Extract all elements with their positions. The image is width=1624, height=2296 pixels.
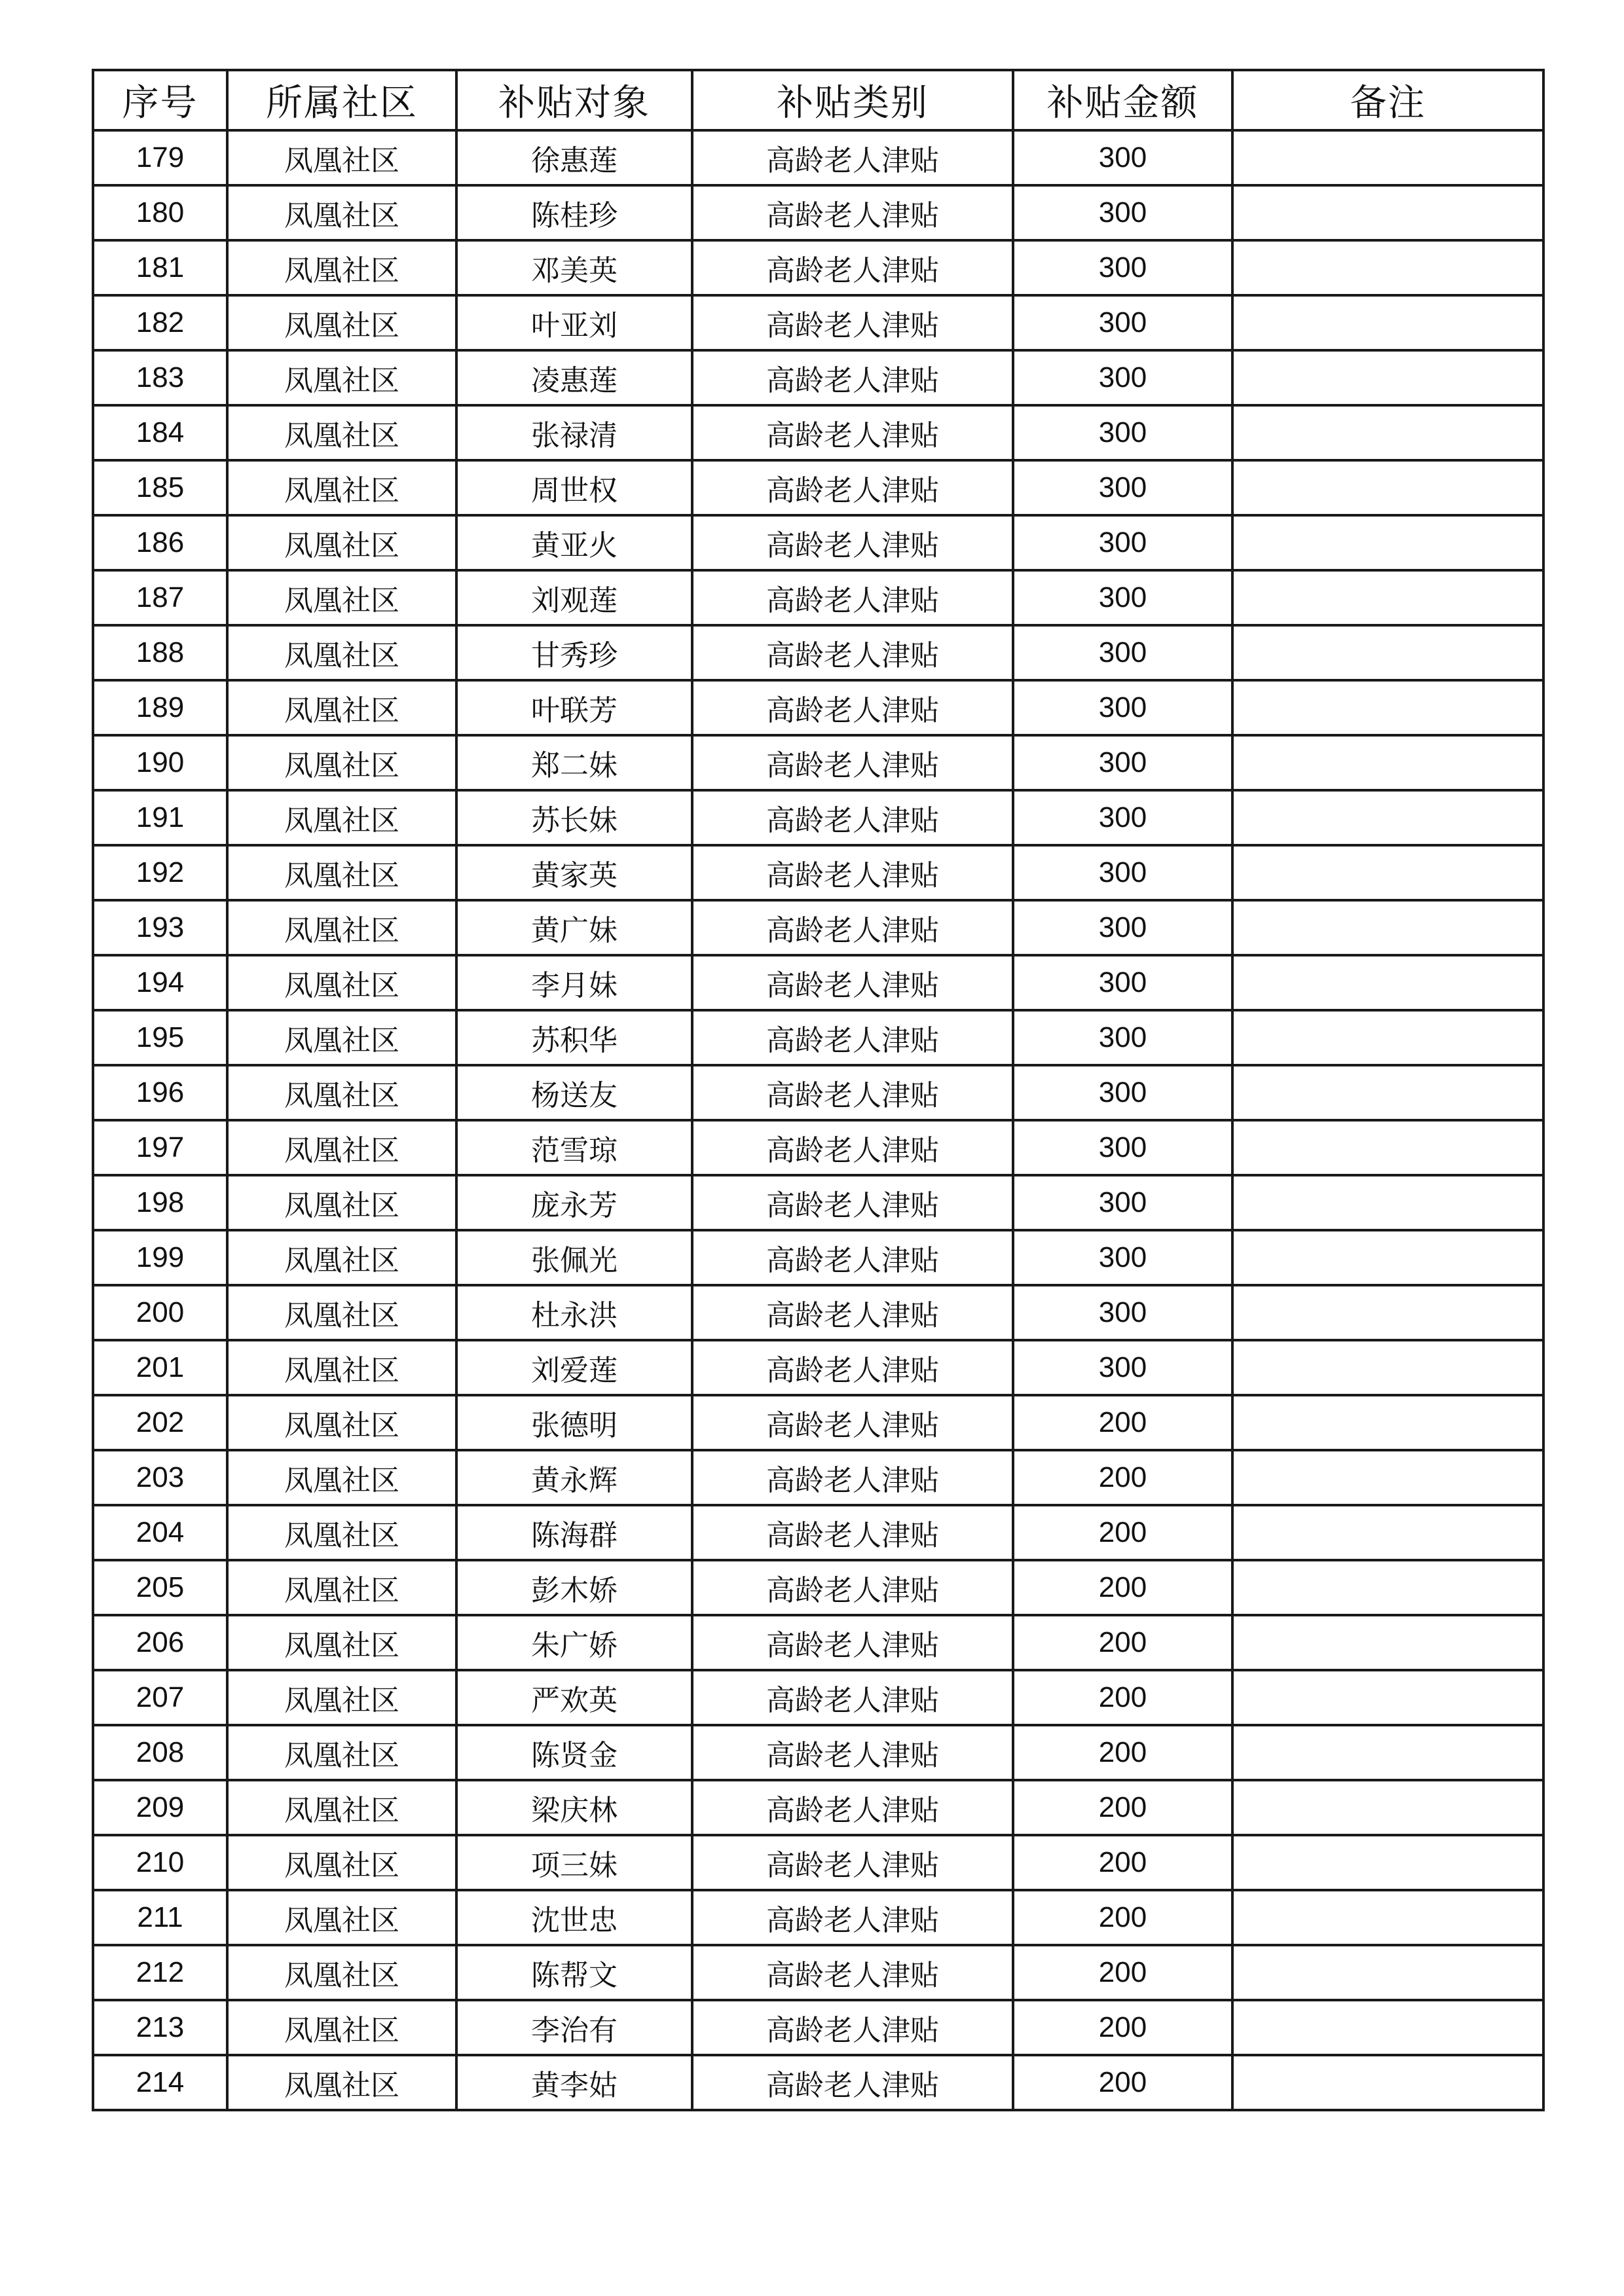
cell-recipient: 陈帮文	[456, 1945, 692, 2000]
cell-remarks	[1232, 240, 1543, 295]
cell-remarks	[1232, 790, 1543, 845]
cell-remarks	[1232, 1835, 1543, 1890]
table-row	[93, 1120, 1543, 1175]
cell-remarks	[1232, 185, 1543, 240]
cell-community: 凤凰社区	[227, 570, 456, 625]
cell-recipient: 黄亚火	[456, 515, 692, 570]
cell-remarks	[1232, 130, 1543, 185]
cell-serial-number: 202	[93, 1395, 227, 1450]
table-row	[93, 1505, 1543, 1560]
cell-remarks	[1232, 1120, 1543, 1175]
table-row	[93, 1010, 1543, 1065]
cell-subsidy-type: 高龄老人津贴	[692, 2000, 1013, 2055]
cell-serial-number: 183	[93, 350, 227, 405]
cell-recipient: 张佩光	[456, 1230, 692, 1285]
cell-subsidy-amount: 300	[1013, 350, 1232, 405]
cell-community: 凤凰社区	[227, 185, 456, 240]
cell-subsidy-type: 高龄老人津贴	[692, 1285, 1013, 1340]
cell-remarks	[1232, 405, 1543, 460]
table-row	[93, 1065, 1543, 1120]
cell-serial-number: 190	[93, 735, 227, 790]
cell-subsidy-type: 高龄老人津贴	[692, 900, 1013, 955]
cell-subsidy-type: 高龄老人津贴	[692, 1725, 1013, 1780]
cell-serial-number: 198	[93, 1175, 227, 1230]
cell-recipient: 黄永辉	[456, 1450, 692, 1505]
cell-subsidy-amount: 300	[1013, 735, 1232, 790]
cell-remarks	[1232, 570, 1543, 625]
cell-subsidy-type: 高龄老人津贴	[692, 1890, 1013, 1945]
cell-subsidy-amount: 200	[1013, 1945, 1232, 2000]
cell-subsidy-type: 高龄老人津贴	[692, 2055, 1013, 2110]
cell-subsidy-type: 高龄老人津贴	[692, 1505, 1013, 1560]
table-row	[93, 185, 1543, 240]
cell-recipient: 杜永洪	[456, 1285, 692, 1340]
table-row	[93, 955, 1543, 1010]
cell-recipient: 黄李姑	[456, 2055, 692, 2110]
cell-remarks	[1232, 1340, 1543, 1395]
cell-recipient: 甘秀珍	[456, 625, 692, 680]
cell-recipient: 陈桂珍	[456, 185, 692, 240]
cell-serial-number: 211	[93, 1890, 227, 1945]
cell-serial-number: 179	[93, 130, 227, 185]
cell-subsidy-amount: 300	[1013, 845, 1232, 900]
cell-subsidy-type: 高龄老人津贴	[692, 295, 1013, 350]
cell-recipient: 陈贤金	[456, 1725, 692, 1780]
cell-community: 凤凰社区	[227, 1230, 456, 1285]
cell-subsidy-amount: 300	[1013, 1120, 1232, 1175]
cell-recipient: 沈世忠	[456, 1890, 692, 1945]
table-row	[93, 625, 1543, 680]
cell-subsidy-amount: 300	[1013, 130, 1232, 185]
table-row	[93, 1230, 1543, 1285]
cell-serial-number: 199	[93, 1230, 227, 1285]
cell-recipient: 苏长妹	[456, 790, 692, 845]
cell-subsidy-type: 高龄老人津贴	[692, 570, 1013, 625]
cell-remarks	[1232, 1615, 1543, 1670]
cell-subsidy-type: 高龄老人津贴	[692, 1450, 1013, 1505]
cell-community: 凤凰社区	[227, 1175, 456, 1230]
cell-subsidy-amount: 300	[1013, 1285, 1232, 1340]
table-row	[93, 1780, 1543, 1835]
cell-serial-number: 195	[93, 1010, 227, 1065]
cell-subsidy-type: 高龄老人津贴	[692, 130, 1013, 185]
cell-subsidy-amount: 300	[1013, 295, 1232, 350]
cell-serial-number: 204	[93, 1505, 227, 1560]
table-row	[93, 295, 1543, 350]
cell-recipient: 凌惠莲	[456, 350, 692, 405]
cell-community: 凤凰社区	[227, 1890, 456, 1945]
cell-remarks	[1232, 900, 1543, 955]
table-row	[93, 130, 1543, 185]
cell-recipient: 叶联芳	[456, 680, 692, 735]
table-row	[93, 790, 1543, 845]
header-community: 所属社区	[227, 70, 456, 130]
cell-serial-number: 203	[93, 1450, 227, 1505]
table-row	[93, 1670, 1543, 1725]
cell-recipient: 项三妹	[456, 1835, 692, 1890]
table-row	[93, 1395, 1543, 1450]
cell-subsidy-amount: 300	[1013, 1230, 1232, 1285]
cell-remarks	[1232, 350, 1543, 405]
cell-subsidy-amount: 200	[1013, 2055, 1232, 2110]
cell-remarks	[1232, 295, 1543, 350]
cell-subsidy-type: 高龄老人津贴	[692, 1395, 1013, 1450]
cell-community: 凤凰社区	[227, 1615, 456, 1670]
cell-community: 凤凰社区	[227, 1395, 456, 1450]
cell-community: 凤凰社区	[227, 790, 456, 845]
cell-subsidy-type: 高龄老人津贴	[692, 1835, 1013, 1890]
cell-remarks	[1232, 1945, 1543, 2000]
cell-subsidy-amount: 200	[1013, 1890, 1232, 1945]
table-row	[93, 2000, 1543, 2055]
cell-serial-number: 186	[93, 515, 227, 570]
table-body	[93, 130, 1543, 2110]
table-header	[93, 70, 1543, 130]
cell-subsidy-type: 高龄老人津贴	[692, 1120, 1013, 1175]
cell-subsidy-amount: 200	[1013, 1450, 1232, 1505]
table-row	[93, 460, 1543, 515]
cell-subsidy-type: 高龄老人津贴	[692, 955, 1013, 1010]
cell-recipient: 杨送友	[456, 1065, 692, 1120]
table-row	[93, 2055, 1543, 2110]
cell-subsidy-amount: 200	[1013, 1615, 1232, 1670]
table-row	[93, 1560, 1543, 1615]
cell-subsidy-amount: 300	[1013, 405, 1232, 460]
cell-serial-number: 205	[93, 1560, 227, 1615]
table-row	[93, 845, 1543, 900]
cell-remarks	[1232, 1230, 1543, 1285]
cell-community: 凤凰社区	[227, 2055, 456, 2110]
cell-recipient: 朱广娇	[456, 1615, 692, 1670]
cell-remarks	[1232, 680, 1543, 735]
cell-subsidy-amount: 200	[1013, 2000, 1232, 2055]
header-remarks: 备注	[1232, 70, 1543, 130]
cell-remarks	[1232, 1780, 1543, 1835]
cell-subsidy-type: 高龄老人津贴	[692, 185, 1013, 240]
table-row	[93, 1890, 1543, 1945]
cell-community: 凤凰社区	[227, 1065, 456, 1120]
cell-subsidy-type: 高龄老人津贴	[692, 515, 1013, 570]
cell-remarks	[1232, 1670, 1543, 1725]
cell-subsidy-type: 高龄老人津贴	[692, 405, 1013, 460]
cell-recipient: 刘爱莲	[456, 1340, 692, 1395]
cell-serial-number: 212	[93, 1945, 227, 2000]
table-row	[93, 1175, 1543, 1230]
cell-serial-number: 188	[93, 625, 227, 680]
cell-recipient: 李治有	[456, 2000, 692, 2055]
cell-subsidy-type: 高龄老人津贴	[692, 1175, 1013, 1230]
cell-recipient: 庞永芳	[456, 1175, 692, 1230]
cell-community: 凤凰社区	[227, 1120, 456, 1175]
cell-subsidy-type: 高龄老人津贴	[692, 1010, 1013, 1065]
table-row	[93, 1615, 1543, 1670]
cell-serial-number: 207	[93, 1670, 227, 1725]
cell-recipient: 叶亚刘	[456, 295, 692, 350]
cell-community: 凤凰社区	[227, 1505, 456, 1560]
table-row	[93, 1835, 1543, 1890]
cell-subsidy-type: 高龄老人津贴	[692, 790, 1013, 845]
table-row	[93, 1285, 1543, 1340]
cell-remarks	[1232, 1285, 1543, 1340]
cell-subsidy-amount: 300	[1013, 1010, 1232, 1065]
cell-subsidy-type: 高龄老人津贴	[692, 735, 1013, 790]
cell-recipient: 黄家英	[456, 845, 692, 900]
cell-remarks	[1232, 955, 1543, 1010]
cell-serial-number: 208	[93, 1725, 227, 1780]
cell-community: 凤凰社区	[227, 625, 456, 680]
cell-recipient: 张德明	[456, 1395, 692, 1450]
cell-subsidy-type: 高龄老人津贴	[692, 1780, 1013, 1835]
cell-community: 凤凰社区	[227, 350, 456, 405]
cell-remarks	[1232, 515, 1543, 570]
cell-community: 凤凰社区	[227, 1285, 456, 1340]
cell-subsidy-type: 高龄老人津贴	[692, 845, 1013, 900]
cell-serial-number: 210	[93, 1835, 227, 1890]
cell-subsidy-amount: 300	[1013, 790, 1232, 845]
cell-subsidy-type: 高龄老人津贴	[692, 1560, 1013, 1615]
cell-community: 凤凰社区	[227, 1945, 456, 2000]
cell-remarks	[1232, 735, 1543, 790]
cell-remarks	[1232, 2000, 1543, 2055]
cell-recipient: 周世权	[456, 460, 692, 515]
cell-community: 凤凰社区	[227, 130, 456, 185]
document-page	[92, 69, 1542, 2111]
cell-community: 凤凰社区	[227, 1450, 456, 1505]
cell-subsidy-amount: 300	[1013, 900, 1232, 955]
table-row	[93, 735, 1543, 790]
cell-remarks	[1232, 2055, 1543, 2110]
cell-remarks	[1232, 1560, 1543, 1615]
cell-subsidy-amount: 200	[1013, 1560, 1232, 1615]
table-row	[93, 1340, 1543, 1395]
cell-remarks	[1232, 1175, 1543, 1230]
table-row	[93, 515, 1543, 570]
cell-subsidy-type: 高龄老人津贴	[692, 1065, 1013, 1120]
cell-subsidy-type: 高龄老人津贴	[692, 350, 1013, 405]
cell-community: 凤凰社区	[227, 680, 456, 735]
cell-serial-number: 197	[93, 1120, 227, 1175]
cell-recipient: 苏积华	[456, 1010, 692, 1065]
cell-subsidy-type: 高龄老人津贴	[692, 240, 1013, 295]
header-row	[93, 70, 1543, 130]
cell-recipient: 范雪琼	[456, 1120, 692, 1175]
cell-community: 凤凰社区	[227, 1780, 456, 1835]
cell-serial-number: 193	[93, 900, 227, 955]
cell-subsidy-amount: 300	[1013, 680, 1232, 735]
cell-recipient: 刘观莲	[456, 570, 692, 625]
cell-subsidy-amount: 200	[1013, 1670, 1232, 1725]
cell-recipient: 徐惠莲	[456, 130, 692, 185]
cell-recipient: 严欢英	[456, 1670, 692, 1725]
cell-remarks	[1232, 1010, 1543, 1065]
cell-serial-number: 194	[93, 955, 227, 1010]
cell-community: 凤凰社区	[227, 955, 456, 1010]
header-subsidy-amount: 补贴金额	[1013, 70, 1232, 130]
cell-recipient: 李月妹	[456, 955, 692, 1010]
cell-subsidy-type: 高龄老人津贴	[692, 1670, 1013, 1725]
cell-serial-number: 196	[93, 1065, 227, 1120]
cell-remarks	[1232, 1890, 1543, 1945]
cell-serial-number: 184	[93, 405, 227, 460]
cell-recipient: 黄广妹	[456, 900, 692, 955]
cell-subsidy-amount: 300	[1013, 1065, 1232, 1120]
cell-community: 凤凰社区	[227, 1670, 456, 1725]
cell-serial-number: 206	[93, 1615, 227, 1670]
cell-community: 凤凰社区	[227, 240, 456, 295]
cell-remarks	[1232, 1395, 1543, 1450]
cell-serial-number: 213	[93, 2000, 227, 2055]
cell-subsidy-amount: 200	[1013, 1395, 1232, 1450]
cell-recipient: 邓美英	[456, 240, 692, 295]
cell-community: 凤凰社区	[227, 460, 456, 515]
cell-community: 凤凰社区	[227, 2000, 456, 2055]
table-row	[93, 240, 1543, 295]
cell-remarks	[1232, 1065, 1543, 1120]
cell-community: 凤凰社区	[227, 845, 456, 900]
cell-serial-number: 182	[93, 295, 227, 350]
cell-community: 凤凰社区	[227, 1340, 456, 1395]
cell-subsidy-amount: 200	[1013, 1835, 1232, 1890]
cell-subsidy-type: 高龄老人津贴	[692, 1340, 1013, 1395]
cell-serial-number: 185	[93, 460, 227, 515]
cell-remarks	[1232, 1505, 1543, 1560]
cell-serial-number: 180	[93, 185, 227, 240]
cell-subsidy-type: 高龄老人津贴	[692, 625, 1013, 680]
table-row	[93, 1725, 1543, 1780]
cell-community: 凤凰社区	[227, 900, 456, 955]
cell-subsidy-amount: 300	[1013, 185, 1232, 240]
subsidy-table	[92, 69, 1545, 2111]
cell-remarks	[1232, 845, 1543, 900]
header-serial-number: 序号	[93, 70, 227, 130]
cell-community: 凤凰社区	[227, 405, 456, 460]
cell-recipient: 陈海群	[456, 1505, 692, 1560]
cell-subsidy-type: 高龄老人津贴	[692, 460, 1013, 515]
table-row	[93, 570, 1543, 625]
cell-subsidy-amount: 200	[1013, 1725, 1232, 1780]
header-recipient: 补贴对象	[456, 70, 692, 130]
cell-subsidy-type: 高龄老人津贴	[692, 1945, 1013, 2000]
cell-remarks	[1232, 1725, 1543, 1780]
cell-subsidy-amount: 300	[1013, 625, 1232, 680]
cell-community: 凤凰社区	[227, 1725, 456, 1780]
cell-recipient: 郑二妹	[456, 735, 692, 790]
cell-subsidy-amount: 300	[1013, 460, 1232, 515]
cell-remarks	[1232, 1450, 1543, 1505]
cell-subsidy-amount: 300	[1013, 515, 1232, 570]
cell-subsidy-amount: 300	[1013, 1175, 1232, 1230]
table-row	[93, 1450, 1543, 1505]
cell-serial-number: 181	[93, 240, 227, 295]
cell-remarks	[1232, 625, 1543, 680]
cell-community: 凤凰社区	[227, 295, 456, 350]
cell-subsidy-amount: 200	[1013, 1780, 1232, 1835]
table-row	[93, 350, 1543, 405]
cell-serial-number: 209	[93, 1780, 227, 1835]
cell-subsidy-type: 高龄老人津贴	[692, 1230, 1013, 1285]
cell-serial-number: 214	[93, 2055, 227, 2110]
cell-serial-number: 200	[93, 1285, 227, 1340]
cell-subsidy-type: 高龄老人津贴	[692, 1615, 1013, 1670]
table-row	[93, 680, 1543, 735]
cell-subsidy-amount: 300	[1013, 570, 1232, 625]
cell-subsidy-amount: 300	[1013, 1340, 1232, 1395]
cell-subsidy-amount: 200	[1013, 1505, 1232, 1560]
cell-community: 凤凰社区	[227, 735, 456, 790]
cell-community: 凤凰社区	[227, 1010, 456, 1065]
cell-community: 凤凰社区	[227, 1835, 456, 1890]
cell-serial-number: 187	[93, 570, 227, 625]
cell-subsidy-type: 高龄老人津贴	[692, 680, 1013, 735]
cell-serial-number: 192	[93, 845, 227, 900]
cell-serial-number: 191	[93, 790, 227, 845]
table-row	[93, 1945, 1543, 2000]
cell-recipient: 张禄清	[456, 405, 692, 460]
cell-serial-number: 189	[93, 680, 227, 735]
table-row	[93, 900, 1543, 955]
cell-community: 凤凰社区	[227, 515, 456, 570]
header-subsidy-type: 补贴类别	[692, 70, 1013, 130]
cell-subsidy-amount: 300	[1013, 240, 1232, 295]
cell-recipient: 彭木娇	[456, 1560, 692, 1615]
cell-serial-number: 201	[93, 1340, 227, 1395]
cell-recipient: 梁庆林	[456, 1780, 692, 1835]
cell-subsidy-amount: 300	[1013, 955, 1232, 1010]
cell-community: 凤凰社区	[227, 1560, 456, 1615]
cell-remarks	[1232, 460, 1543, 515]
table-row	[93, 405, 1543, 460]
